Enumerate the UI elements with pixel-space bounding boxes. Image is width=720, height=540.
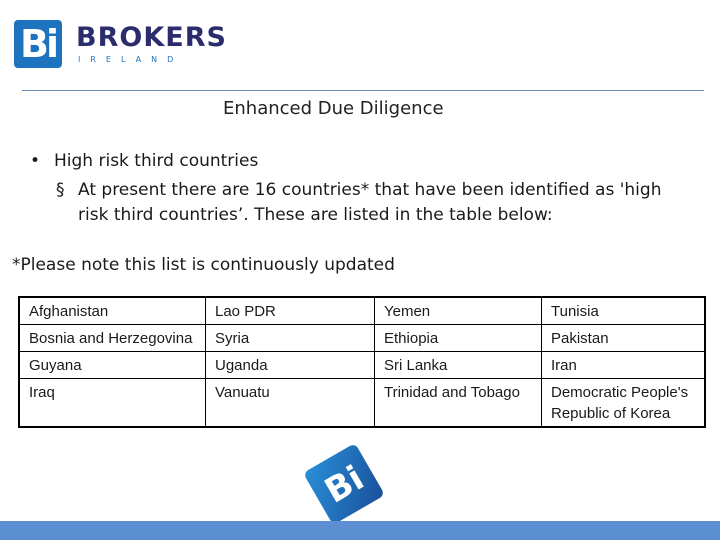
square-bullet-icon: § <box>56 180 65 200</box>
country-cell: Uganda <box>206 352 375 379</box>
bi-emblem-icon <box>296 436 392 532</box>
header-divider <box>22 90 704 91</box>
table-row <box>19 379 705 428</box>
countries-table <box>18 296 706 428</box>
country-cell: Vanuatu <box>206 379 375 428</box>
country-cell: Yemen <box>375 297 542 325</box>
country-cell: Iraq <box>19 379 206 428</box>
logo-mark <box>14 20 62 68</box>
table-row <box>19 325 705 352</box>
table-row <box>19 352 705 379</box>
country-cell: Sri Lanka <box>375 352 542 379</box>
logo-subtitle: IRELAND <box>78 55 184 64</box>
footer-bar <box>0 521 720 540</box>
country-cell: Tunisia <box>542 297 706 325</box>
country-cell: Afghanistan <box>19 297 206 325</box>
country-cell: Democratic People's Republic of Korea <box>542 379 706 428</box>
svg-text:Bi: Bi <box>318 458 371 512</box>
table-row <box>19 297 705 325</box>
country-cell: Syria <box>206 325 375 352</box>
slide-title: Enhanced Due Diligence <box>223 98 444 119</box>
bullet-high-risk-text: High risk third countries <box>54 151 259 171</box>
country-cell: Trinidad and Tobago <box>375 379 542 428</box>
sub-bullet-text: At present there are 16 countries* that have been identified as 'high risk third countries’. These are listed in the table below: <box>78 180 662 225</box>
sub-bullet <box>56 178 676 228</box>
country-cell: Guyana <box>19 352 206 379</box>
country-cell: Iran <box>542 352 706 379</box>
country-cell: Bosnia and Herzegovina <box>19 325 206 352</box>
logo-mark-text: Bi <box>20 22 56 66</box>
country-cell: Ethiopia <box>375 325 542 352</box>
country-cell: Pakistan <box>542 325 706 352</box>
brokers-ireland-logo <box>14 20 227 68</box>
bullet-high-risk <box>30 151 258 171</box>
update-note: *Please note this list is continuously updated <box>12 255 395 275</box>
bullet-dot: • <box>30 151 41 171</box>
country-cell: Lao PDR <box>206 297 375 325</box>
logo-name: BROKERS <box>76 22 227 53</box>
